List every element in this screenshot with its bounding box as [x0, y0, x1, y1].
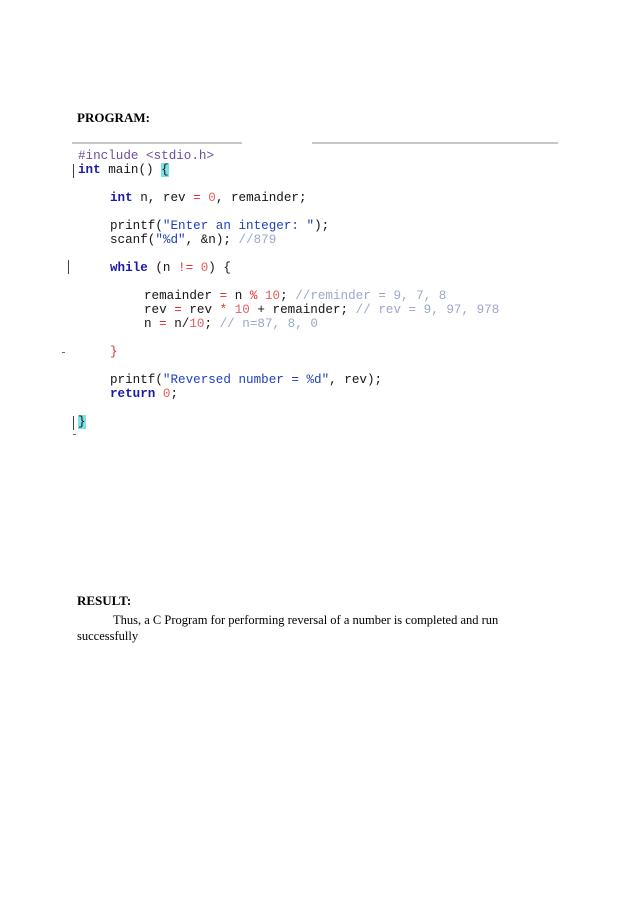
result-paragraph: [77, 612, 547, 644]
line-marker: [73, 416, 74, 430]
line-marker: [68, 260, 69, 274]
line-marker: [73, 164, 74, 178]
code-line-printf: printf("Enter an integer: ");: [110, 219, 330, 233]
tick-mark: [62, 352, 65, 353]
code-line-rev: rev = rev * 10 + remainder; // rev = 9, 97, 978: [144, 303, 500, 317]
code-line-while: while (n != 0) {: [110, 261, 231, 275]
code-line-close-main: }: [78, 415, 86, 429]
code-line-printf-result: printf("Reversed number = %d", rev);: [110, 373, 383, 387]
panel-border: [72, 142, 558, 144]
code-screenshot: [72, 142, 558, 442]
code-line-declaration: int n, rev = 0, remainder;: [110, 191, 307, 205]
code-line-close-while: }: [110, 345, 118, 359]
program-heading: PROGRAM:: [77, 110, 150, 125]
result-heading: RESULT:: [77, 593, 132, 608]
code-line-include: #include <stdio.h>: [78, 149, 215, 163]
code-line-remainder: remainder = n % 10; //reminder = 9, 7, 8: [144, 289, 447, 303]
code-line-return: return 0;: [110, 387, 179, 401]
result-text: Thus, a C Program for performing reversal of a number is completed and run successfully: [77, 613, 499, 643]
code-line-n: n = n/10; // n=87, 8, 0: [144, 317, 318, 331]
code-line-scanf: scanf("%d", &n); //879: [110, 233, 277, 247]
code-line-main: int main() {: [78, 163, 169, 177]
tick-mark: [73, 434, 76, 435]
